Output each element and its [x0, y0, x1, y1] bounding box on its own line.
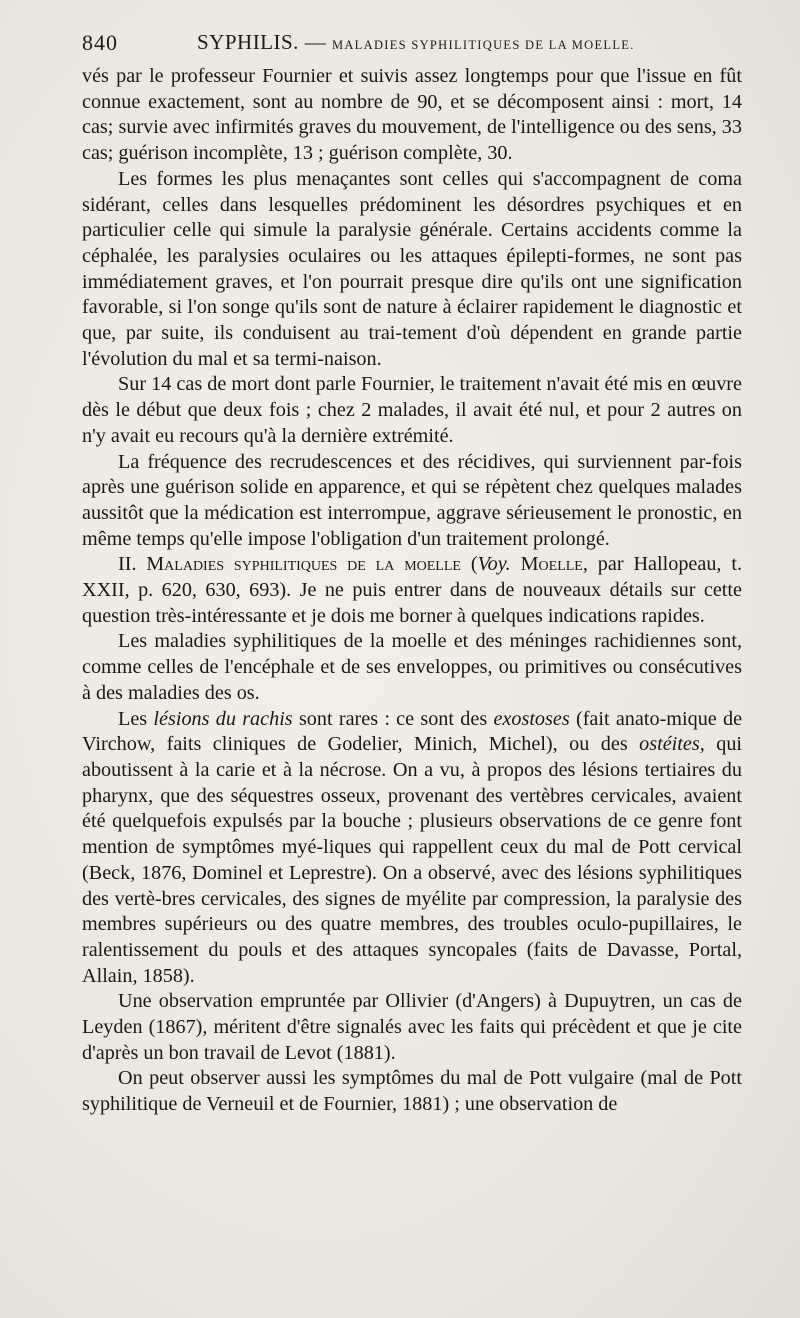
paragraph-4: La fréquence des recrudescences et des récidives, qui surviennent par-fois après une guérison solide en apparence, et qui se répètent chez quelques malades aussitôt que la médication est interrompue, aggrave sérieusement le pronostic, en même temps qu'elle impose l'obligation d'un traitement prolongé.	[82, 450, 742, 550]
running-title-subtitle: MALADIES SYPHILITIQUES DE LA MOELLE.	[331, 38, 635, 52]
paragraph-2: Les formes les plus menaçantes sont celles qui s'accompagnent de coma sidérant, celles dans lesquelles prédominent les désordres psychiques et en particulier celle qui simule la paralysie générale. Certains accidents comme la céphalée, les paralysies oculaires ou les attaques épilepti-formes, ne sont pas immédiatement graves, et l'on pourrait presque dire qu'ils ont une signification favorable, si l'on songe qu'ils sont de nature à éclairer rapidement le diagnostic et que, par suite, ils conduisent au trai-tement d'où dépendent en grande partie l'évolution du mal et sa termi-naison.	[82, 167, 742, 370]
paragraph-6: Les maladies syphilitiques de la moelle et des méninges rachidiennes sont, comme celles de l'encéphale et de ses enveloppes, ou primitives ou consécutives à des maladies des os.	[82, 630, 742, 704]
reference-open-paren: (	[470, 553, 478, 576]
paragraph-5-section-heading	[82, 552, 742, 629]
page-number: 840	[82, 30, 118, 55]
body-text	[82, 64, 742, 1118]
section-number: II.	[118, 553, 137, 576]
paragraph-7	[82, 707, 742, 990]
paragraph-1: vés par le professeur Fournier et suivis assez longtemps pour que l'issue en fût connue exactement, sont au nombre de 90, et se décomposent ainsi : mort, 14 cas; survie avec infirmités graves du mouvement, de l'intelligence ou des sens, 33 cas; guérison incomplète, 13 ; guérison complète, 30.	[82, 65, 742, 165]
running-title	[197, 30, 635, 55]
running-title-dash: —	[304, 30, 327, 54]
p7-text-2: sont rares : ce sont des	[298, 707, 488, 730]
p7-italic-osteites: ostéites,	[639, 733, 705, 756]
section-title: Maladies syphilitiques de la moelle	[146, 553, 461, 576]
p7-text-4: qui aboutissent à la carie et à la nécrose. On a vu, à propos des lésions tertiaires du pharynx, que des séquestres osseux, provenant des vertèbres cervicales, avaient été quelquefois expulsés par la bouche ; plusieurs observations de ce genre font mention de symptômes myé-liques qui rappellent ceux du mal de Pott cervical (Beck, 1876, Dominel et Leprestre). On a observé, avec des lésions syphilitiques des vertè-bres cervicales, des signes de myélite par compression, la paralysie des membres supérieurs ou des quatre membres, des troubles oculo-pupillaires, le ralentissement du pouls et des attaques syncopales (faits de Davasse, Portal, Allain, 1858).	[82, 733, 743, 987]
p7-italic-lesions: lésions du rachis	[153, 707, 293, 730]
running-title-main: SYPHILIS.	[197, 30, 299, 54]
p7-text-1: Les	[118, 707, 148, 730]
paragraph-9: On peut observer aussi les symptômes du mal de Pott vulgaire (mal de Pott syphilitique de Verneuil et de Fournier, 1881) ; une observation de	[82, 1067, 742, 1116]
p7-italic-exostoses: exostoses	[493, 707, 570, 730]
page-header	[82, 30, 742, 56]
paragraph-5-text: par Hallopeau, t. XXII, p. 620, 630, 693). Je ne puis entrer dans de nouveaux détails sur cette question très-intéressante et je dois me borner à quelques indications rapides.	[82, 553, 743, 627]
paragraph-3: Sur 14 cas de mort dont parle Fournier, le traitement n'avait été mis en œuvre dès le début que deux fois ; chez 2 malades, il avait été nul, et pour 2 autres on n'y avait eu recours qu'à la dernière extrémité.	[82, 373, 742, 447]
reference-voy: Voy.	[477, 553, 511, 576]
p7-text-3: (fait anato-mique de Virchow, faits cliniques de Godelier, Minich, Michel), ou des	[82, 707, 743, 756]
reference-moelle: Moelle,	[520, 553, 588, 576]
paragraph-8: Une observation empruntée par Ollivier (d'Angers) à Dupuytren, un cas de Leyden (1867), méritent d'être signalés avec les faits qui précèdent et que je cite d'après un bon travail de Levot (1881).	[82, 990, 742, 1064]
